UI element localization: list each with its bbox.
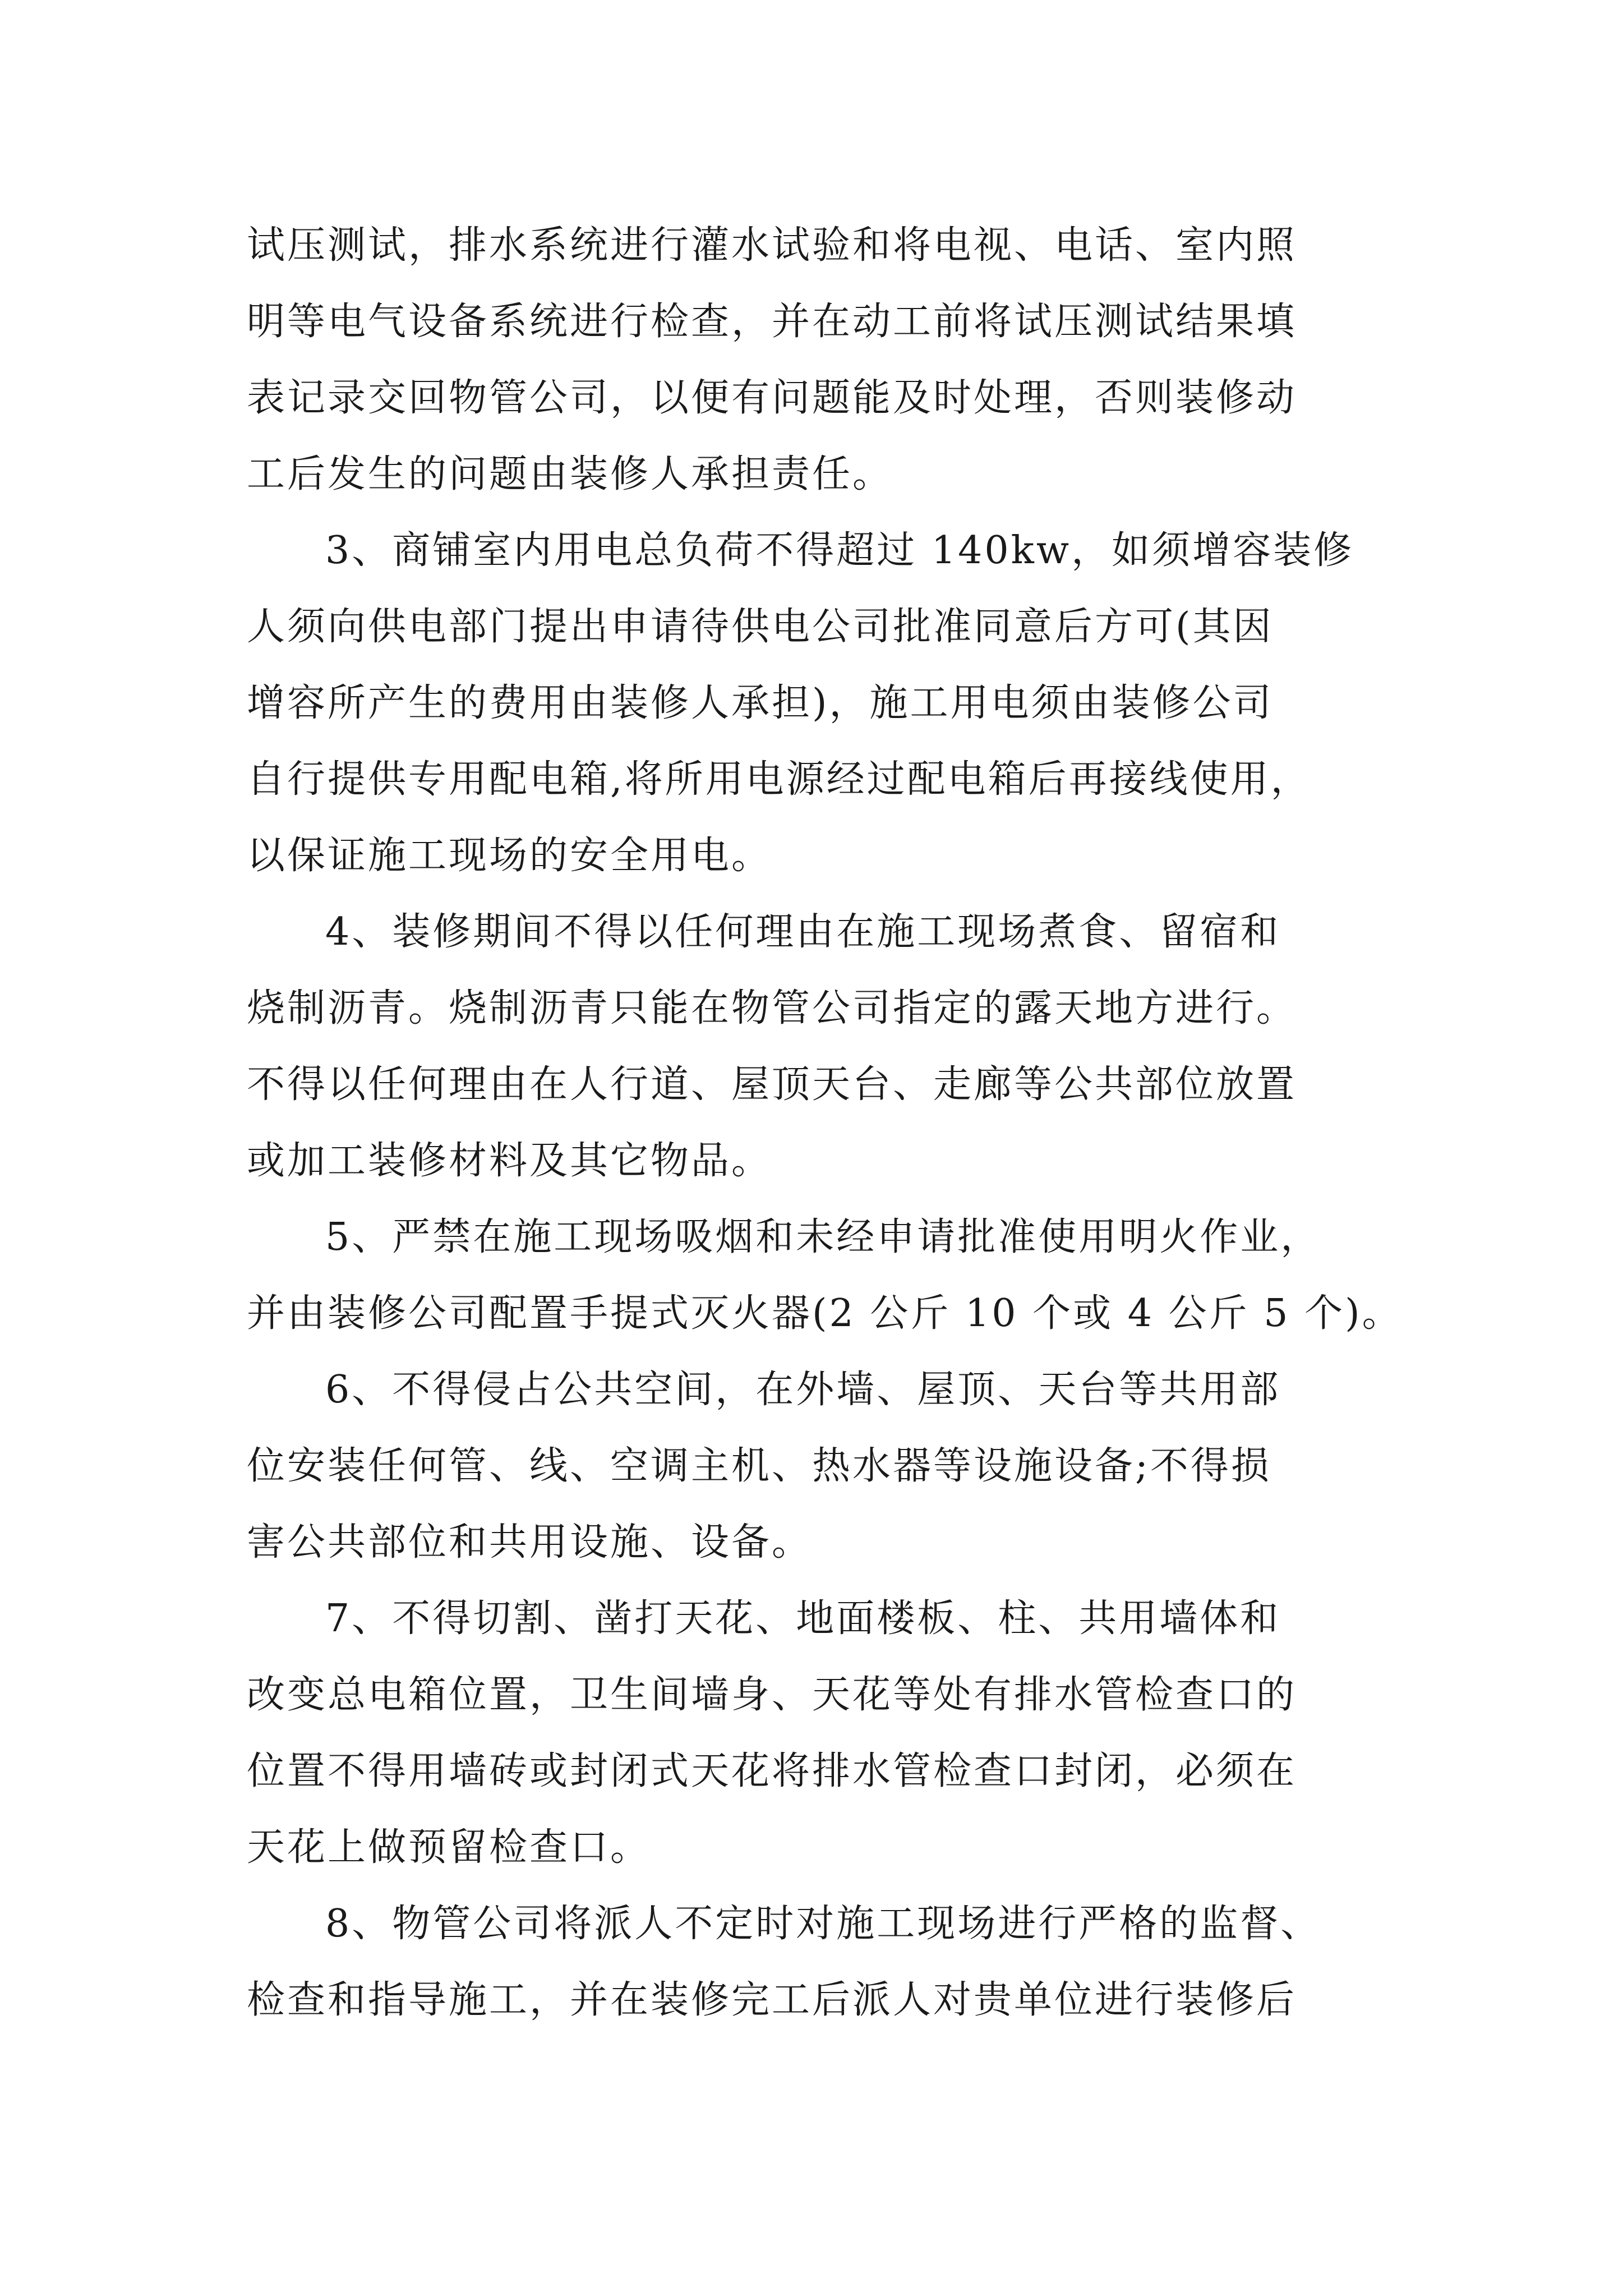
text-line: 增容所产生的费用由装修人承担)，施工用电须由装修公司	[247, 681, 1274, 725]
text-line: 明等电气设备系统进行检查，并在动工前将试压测试结果填	[247, 300, 1297, 344]
text-line: 位置不得用墙砖或封闭式天花将排水管检查口封闭，必须在	[247, 1749, 1297, 1793]
text-line: 检查和指导施工，并在装修完工后派人对贵单位进行装修后	[247, 1978, 1297, 2022]
paragraph-start-line: 5、严禁在施工现场吸烟和未经申请批准使用明火作业，	[325, 1215, 1321, 1259]
paragraph-start-line: 3、商铺室内用电总负荷不得超过 140kw，如须增容装修	[325, 528, 1354, 573]
text-line: 工后发生的问题由装修人承担责任。	[247, 452, 893, 496]
paragraph-start-line: 4、装修期间不得以任何理由在施工现场煮食、留宿和	[325, 910, 1281, 954]
text-line: 以保证施工现场的安全用电。	[247, 834, 772, 878]
text-line: 自行提供专用配电箱,将所用电源经过配电箱后再接线使用，	[247, 757, 1311, 802]
paragraph-start-line: 6、不得侵占公共空间，在外墙、屋顶、天台等共用部	[325, 1368, 1281, 1412]
text-line: 天花上做预留检查口。	[247, 1825, 651, 1870]
paragraph-start-line: 8、物管公司将派人不定时对施工现场进行严格的监督、	[325, 1902, 1321, 1946]
text-line: 害公共部位和共用设施、设备。	[247, 1520, 813, 1565]
text-line: 烧制沥青。烧制沥青只能在物管公司指定的露天地方进行。	[247, 986, 1297, 1030]
text-line: 人须向供电部门提出申请待供电公司批准同意后方可(其因	[247, 605, 1274, 649]
text-line: 或加工装修材料及其它物品。	[247, 1139, 772, 1183]
text-line: 并由装修公司配置手提式灭火器(2 公斤 10 个或 4 公斤 5 个)。	[247, 1291, 1403, 1336]
text-line: 表记录交回物管公司，以便有问题能及时处理，否则装修动	[247, 376, 1297, 420]
text-line: 位安装任何管、线、空调主机、热水器等设施设备;不得损	[247, 1444, 1271, 1488]
text-line: 改变总电箱位置，卫生间墙身、天花等处有排水管检查口的	[247, 1673, 1297, 1717]
paragraph-start-line: 7、不得切割、凿打天花、地面楼板、柱、共用墙体和	[325, 1596, 1281, 1641]
text-line: 不得以任何理由在人行道、屋顶天台、走廊等公共部位放置	[247, 1062, 1297, 1107]
document-body	[247, 208, 1436, 2039]
text-line: 试压测试，排水系统进行灌水试验和将电视、电话、室内照	[247, 223, 1297, 268]
